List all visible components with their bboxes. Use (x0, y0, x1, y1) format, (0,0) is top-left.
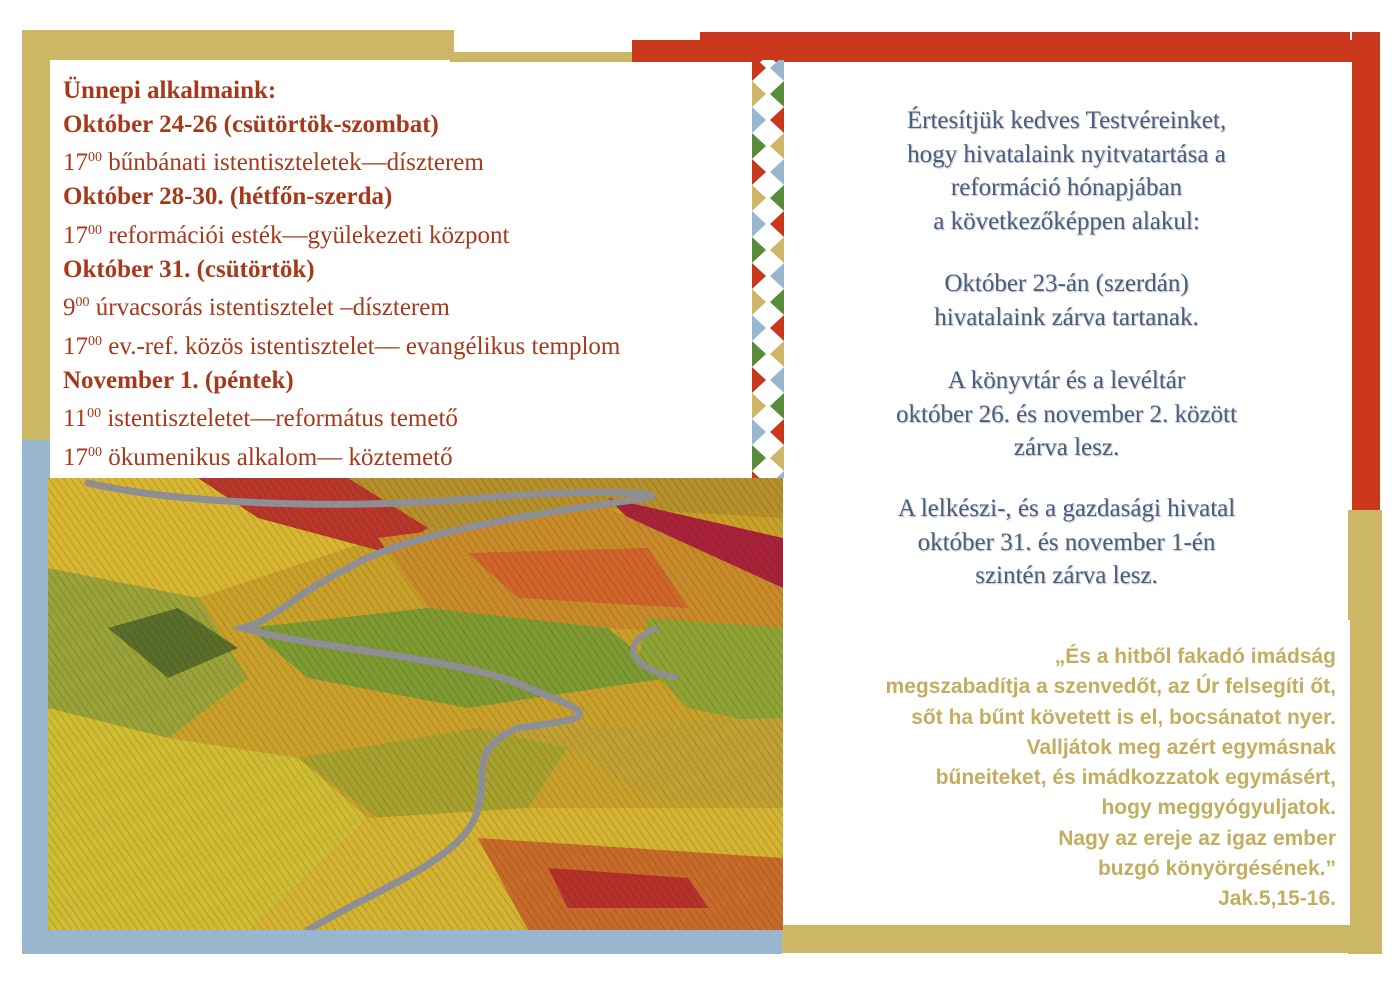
quote-line: megszabadítja a szenvedőt, az Úr felsegíti őt, (885, 675, 1336, 699)
frame-gold-bottom-right (775, 925, 1382, 953)
event-time (63, 222, 102, 249)
frame-gold-top (22, 30, 454, 60)
frame-red-top2 (700, 32, 1350, 44)
schedule-date-heading: Október 24-26 (csütörtök-szombat) (63, 110, 439, 138)
event-description: úrvacsorás istentisztelet –díszterem (89, 294, 450, 322)
event-description: istentiszteletet—református temető (101, 405, 458, 433)
quote-reference: Jak.5,15-16. (1218, 887, 1336, 911)
notice-panel (785, 62, 1348, 614)
quote-line: buzgó könyörgésének.” (1097, 857, 1336, 881)
event-description: bűnbánati istentiszteletek—díszterem (102, 149, 484, 177)
frame-blue-left2 (30, 440, 50, 480)
frame-gold-left (22, 30, 50, 455)
event-hour: 11 (63, 405, 88, 433)
schedule-event (63, 325, 620, 364)
event-minutes: 00 (87, 406, 102, 422)
event-hour: 17 (63, 444, 88, 472)
schedule-event (63, 286, 620, 325)
quote-body (886, 642, 1336, 915)
quote-line: „És a hitből fakadó imádság (1054, 645, 1336, 668)
frame-gold-top-right (450, 52, 635, 62)
event-minutes: 00 (88, 150, 102, 166)
event-minutes: 00 (88, 333, 102, 349)
event-description: ev.-ref. közös istentisztelet— evangélikus templom (102, 332, 621, 360)
scripture-quote-panel (785, 620, 1350, 925)
event-hour: 17 (63, 332, 88, 360)
schedule-panel (50, 62, 752, 478)
quote-line: bűneiteket, és imádkozzatok egymásért, (935, 766, 1336, 790)
vineyard-landscape-image (48, 478, 783, 930)
schedule-event (63, 436, 620, 475)
event-time (63, 333, 102, 360)
quote-line: Nagy az ereje az igaz ember (1058, 826, 1336, 850)
event-hour: 17 (63, 149, 88, 177)
schedule-event (63, 397, 620, 436)
schedule-event (63, 214, 620, 253)
event-description: ökumenikus alkalom— köztemető (102, 444, 453, 472)
diamond-border-strip (752, 60, 784, 478)
schedule-list (63, 74, 620, 475)
schedule-title: Ünnepi alkalmaink: (63, 77, 277, 104)
event-minutes: 00 (88, 445, 102, 461)
schedule-date-heading: Október 28-30. (hétfőn-szerda) (63, 183, 393, 211)
event-minutes: 00 (75, 295, 90, 311)
frame-blue-bottom (22, 928, 782, 954)
quote-line: hogy meggyógyuljatok. (1101, 796, 1336, 820)
notice-closure-1: Október 23-án (szerdán) hivatalaink zárva tartanak. (934, 270, 1199, 331)
schedule-event (63, 141, 620, 180)
event-minutes: 00 (88, 222, 102, 238)
event-time (63, 149, 102, 176)
quote-line: sőt ha bűnt követett is el, bocsánatot nyer. (911, 705, 1336, 729)
event-hour: 9 (63, 294, 76, 322)
event-time (63, 294, 90, 321)
quote-line: Valljátok meg azért egymásnak (1026, 735, 1336, 759)
schedule-date-heading: November 1. (péntek) (63, 366, 294, 394)
notice-intro: Értesítjük kedves Testvéreinket, hogy hivatalaink nyitvatartása a reformáció hónapjában a következőképpen alakul: (906, 107, 1227, 235)
event-hour: 17 (63, 221, 88, 249)
schedule-date-heading: Október 31. (csütörtök) (63, 255, 315, 283)
frame-gold-right (1348, 510, 1382, 954)
notice-closure-2: A könyvtár és a levéltár október 26. és november 2. között zárva lesz. (896, 367, 1237, 461)
event-time (63, 405, 101, 432)
notice-closure-3: A lelkészi-, és a gazdasági hivatal október 31. és november 1-én szintén zárva lesz. (897, 495, 1236, 589)
frame-red-right (1352, 32, 1380, 512)
event-time (63, 444, 102, 471)
frame-blue-left (22, 440, 50, 954)
event-description: reformációi esték—gyülekezeti központ (102, 221, 510, 249)
